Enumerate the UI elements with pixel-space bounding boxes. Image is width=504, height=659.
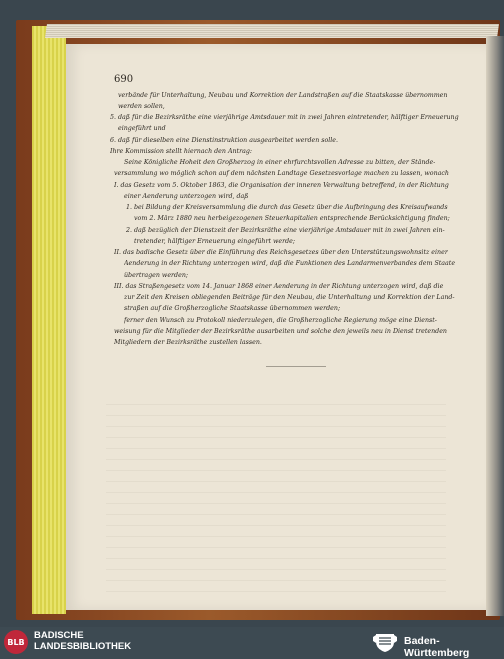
text-line: 1. bei Bildung der Kreisversammlung die durch das Gesetz über die Aufbringung des Kreisaufwands bbox=[126, 204, 448, 211]
text-line: vom 2. März 1880 neu herbeigezogenen Steuerkapitalien entsprechende Berücksichtigung finden; bbox=[134, 215, 450, 222]
text-line: 6. daß für dieselben eine Dienstinstruktion ausgearbeitet werden solle. bbox=[110, 137, 339, 144]
text-line: 2. daß bezüglich der Dienstzeit der Bezirksräthe eine vierjährige Amtsdauer mit in zwei Jahren ein- bbox=[126, 227, 445, 234]
page-number: 690 bbox=[114, 74, 134, 85]
library-name-line1: BADISCHE bbox=[34, 630, 84, 641]
text-line: eingeführt und bbox=[118, 125, 166, 132]
text-line: straßen auf die Großherzogliche Staatskasse übernommen werden; bbox=[124, 305, 341, 312]
library-name[interactable] bbox=[34, 630, 131, 652]
text-line: versammlung wo möglich schon auf dem nächsten Landtage Gesetzesvorlage machen zu lassen, wonach bbox=[114, 170, 449, 177]
text-line: Seine Königliche Hoheit den Großherzog in einer ehrfurchtsvollen Adresse zu bitten, der Stände- bbox=[124, 159, 436, 166]
text-line: Ihre Kommission stellt hiernach den Antrag: bbox=[110, 148, 252, 155]
library-name-line2: LANDESBIBLIOTHEK bbox=[34, 641, 132, 652]
text-line: Aenderung in der Richtung unterzogen wird, daß die Funktionen des Landarmenverbandes dem Staate bbox=[124, 260, 456, 267]
text-line: Mitgliedern der Bezirksräthe zustellen lassen. bbox=[114, 339, 262, 346]
text-line: 5. daß für die Bezirksräthe eine vierjährige Amtsdauer mit in zwei Jahren eintretender, hälftiger Erneuerung bbox=[110, 114, 459, 121]
bleed-through-text bbox=[106, 394, 446, 594]
text-line: zur Zeit den Kreisen obliegenden Beiträge für den Neubau, die Unterhaltung und Korrektion der Land- bbox=[124, 294, 455, 301]
text-line: verbände für Unterhaltung, Neubau und Korrektion der Landstraßen auf die Staatskasse übernommen bbox=[118, 92, 448, 99]
text-line: einer Aenderung unterzogen wird, daß bbox=[124, 193, 249, 200]
text-line: II. das badische Gesetz über die Einführung des Reichsgesetzes über den Unterstützungswohnsitz einer bbox=[114, 249, 448, 256]
coat-of-arms-icon bbox=[372, 631, 398, 653]
page-stack bbox=[45, 24, 499, 38]
page-edge bbox=[32, 26, 66, 614]
section-separator bbox=[266, 366, 326, 367]
text-line: tretender, hälftiger Erneuerung eingeführt werde; bbox=[134, 238, 295, 245]
text-line: weisung für die Mitglieder der Bezirksräthe ausarbeiten und solche den jeweils neu in Dienst tretenden bbox=[114, 328, 447, 335]
text-line: werden sollen, bbox=[118, 103, 165, 110]
book-gutter bbox=[486, 36, 504, 616]
text-line: übertragen werden; bbox=[124, 272, 188, 279]
blb-logo-icon[interactable]: BLB bbox=[4, 630, 28, 654]
book-page bbox=[66, 44, 486, 610]
text-line: ferner den Wunsch zu Protokoll niederzulegen, die Großherzogliche Regierung möge eine Dienst- bbox=[124, 317, 437, 324]
text-line: III. das Straßengesetz vom 14. Januar 1868 einer Aenderung in der Richtung unterzogen wird, daß die bbox=[114, 283, 444, 290]
text-line: I. das Gesetz vom 5. Oktober 1863, die Organisation der inneren Verwaltung betreffend, in der Richtung bbox=[114, 182, 449, 189]
footer-bar bbox=[0, 627, 504, 657]
state-name[interactable]: Baden-Württemberg bbox=[404, 635, 470, 659]
